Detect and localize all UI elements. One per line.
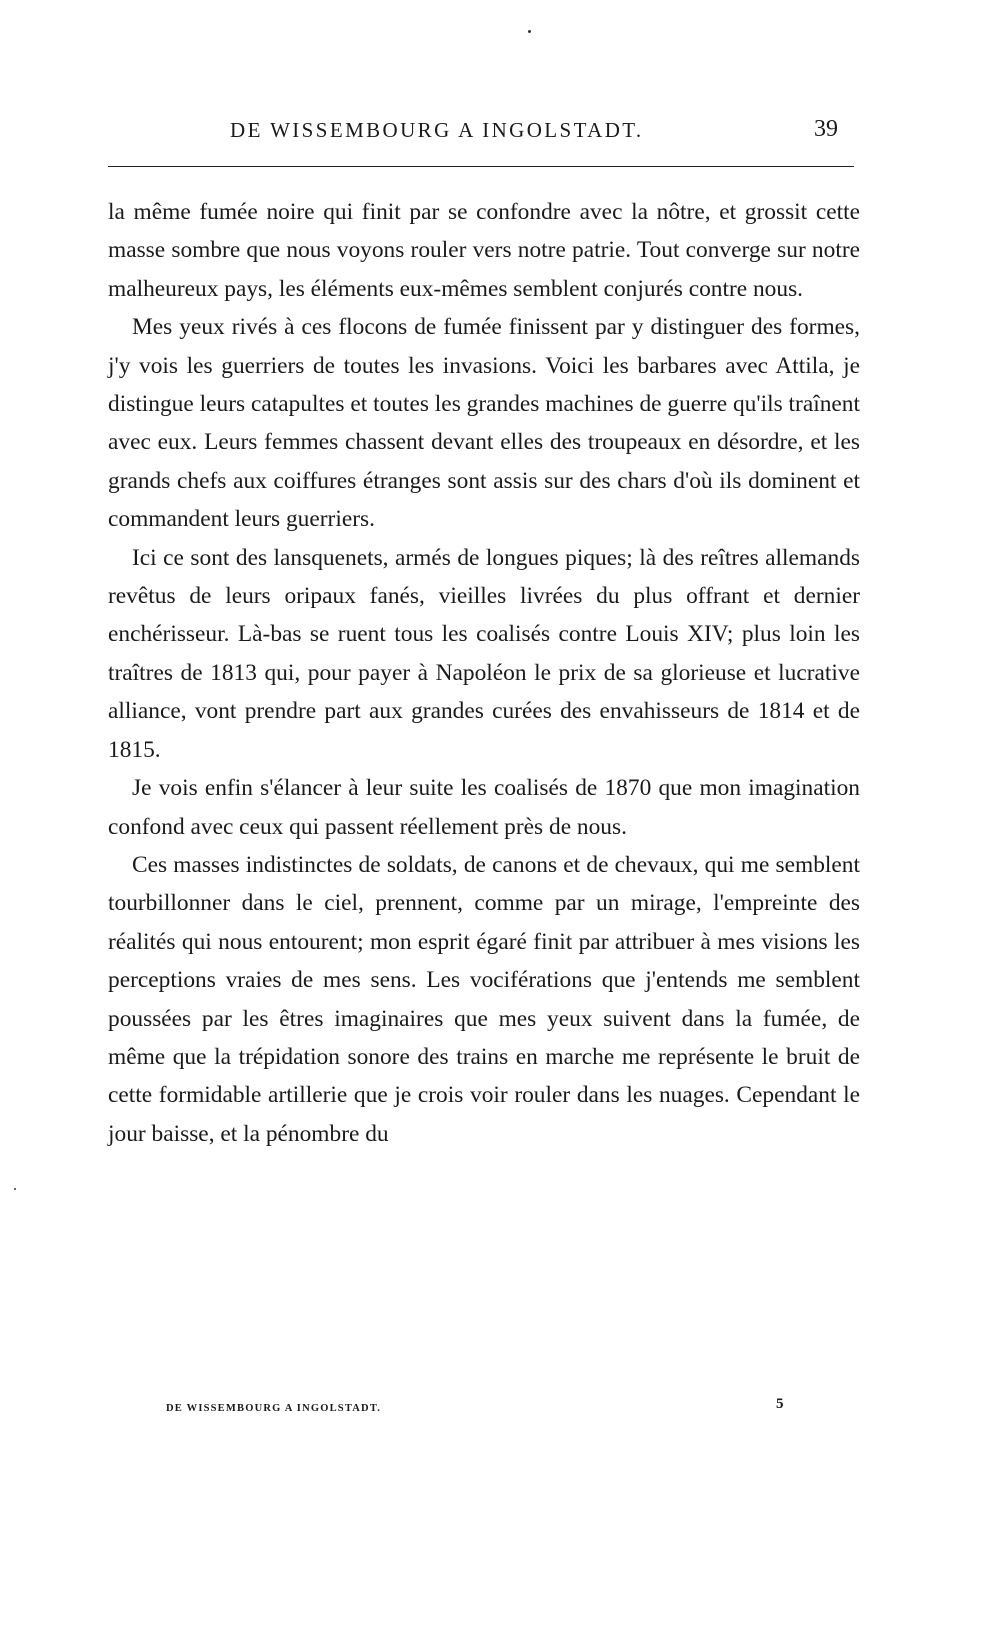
print-speck <box>14 1188 16 1190</box>
signature-mark: 5 <box>776 1396 784 1412</box>
print-speck <box>528 30 531 33</box>
paragraph: Ici ce sont des lansquenets, armés de longues piques; là des reîtres allemands revêtus de leurs oripaux fanés, vieilles livrées du plus offrant et dernier enchérisseur. Là-bas se ruent tous les coalisés contre Louis XIV; plus loin les traîtres de 1813 qui, pour payer à Napoléon le prix de sa glorieuse et lucrative alliance, vont prendre part aux grandes curées des envahisseurs de 1814 et de 1815. <box>108 544 860 763</box>
page-number: 39 <box>814 116 838 142</box>
header-rule <box>108 166 854 167</box>
paragraph-continuation: la même fumée noire qui finit par se confondre avec la nôtre, et grossit cette masse sombre que nous voyons rouler vers notre patrie. Tout converge sur notre malheureux pays, les éléments eux-mêmes semblent conjurés contre nous. <box>108 199 860 302</box>
paragraph: Ces masses indistinctes de soldats, de canons et de chevaux, qui me semblent tourbillonner dans le ciel, prennent, comme par un mirage, l'empreinte des réalités qui nous entourent; mon esprit égaré finit par attribuer à mes visions les perceptions vraies de mes sens. Les vociférations que j'entends me semblent poussées par les êtres imaginaires que mes yeux suivent dans la fumée, de même que la trépidation sonore des trains en marche me représente le bruit de cette formidable artillerie que je crois voir rouler dans les nuages. Cependant le jour baisse, et la pénombre du <box>108 851 860 1147</box>
running-head: DE WISSEMBOURG A INGOLSTADT. <box>230 118 644 142</box>
paragraph: Mes yeux rivés à ces flocons de fumée finissent par y distinguer des formes, j'y vois les guerriers de toutes les invasions. Voici les barbares avec Attila, je distingue leurs catapultes et toutes les grandes machines de guerre qu'ils traînent avec eux. Leurs femmes chassent devant elles des troupeaux en désordre, et les grands chefs aux coiffures étranges sont assis sur des chars d'où ils dominent et commandent leurs guerriers. <box>108 314 860 533</box>
signature-title: DE WISSEMBOURG A INGOLSTADT. <box>166 1403 382 1414</box>
body-text <box>108 193 860 1153</box>
paragraph: Je vois enfin s'élancer à leur suite les coalisés de 1870 que mon imagination confond avec ceux qui passent réellement près de nous. <box>108 775 860 840</box>
